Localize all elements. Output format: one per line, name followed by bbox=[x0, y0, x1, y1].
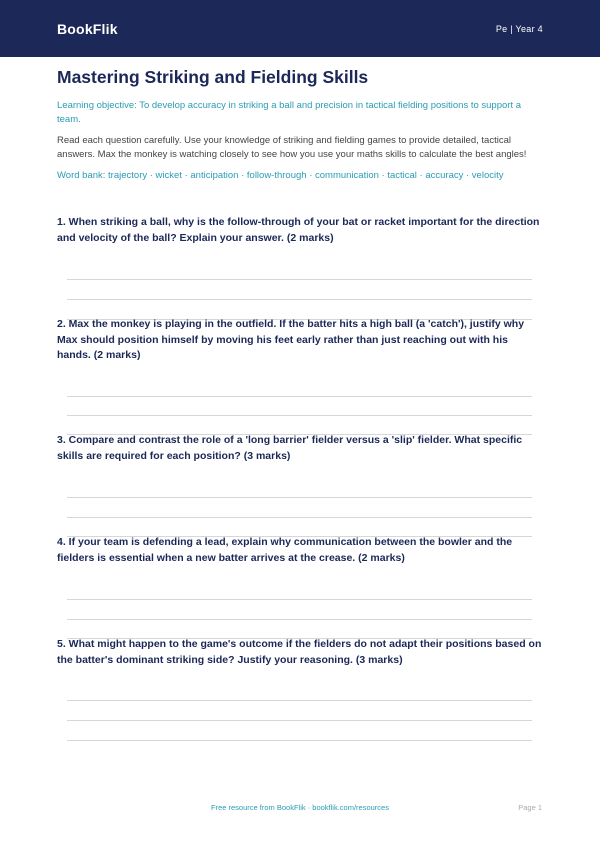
question-3: 3. Compare and contrast the role of a 'long barrier' fielder versus a 'slip' fielder. What specific skills are required for each position? (3 marks) bbox=[57, 434, 523, 462]
instructions-text: Read each question carefully. Use your knowledge of striking and fielding games to provide detailed, tactical answers. Max the monkey is watching closely to see how you use your maths skills to calculate the best angles! bbox=[57, 135, 527, 160]
answer-line[interactable] bbox=[67, 497, 532, 498]
answer-line[interactable] bbox=[67, 700, 532, 701]
answer-line[interactable] bbox=[67, 396, 532, 397]
question-1: 1. When striking a ball, why is the follow-through of your bat or racket important for the direction and velocity of the ball? Explain your answer. (2 marks) bbox=[57, 216, 540, 244]
header-bar bbox=[0, 0, 600, 57]
answer-line[interactable] bbox=[67, 415, 532, 416]
page-title: Mastering Striking and Fielding Skills bbox=[57, 67, 369, 87]
page-number: Page 1 bbox=[518, 803, 542, 812]
learning-objective: Learning objective: To develop accuracy in striking a ball and precision in tactical fielding positions to support a team. bbox=[57, 100, 522, 125]
answer-line[interactable] bbox=[67, 299, 532, 300]
word-bank: Word bank: trajectory · wicket · anticipation · follow-through · communication · tactical · accuracy · velocity bbox=[57, 170, 504, 181]
answer-line[interactable] bbox=[67, 720, 532, 721]
answer-line[interactable] bbox=[67, 599, 532, 600]
subject-year-label: Pe | Year 4 bbox=[495, 23, 543, 34]
answer-line[interactable] bbox=[67, 279, 532, 280]
answer-line[interactable] bbox=[67, 619, 532, 620]
footer-resource-link[interactable]: Free resource from BookFlik · bookflik.com/resources bbox=[211, 803, 389, 812]
question-4: 4. If your team is defending a lead, explain why communication between the bowler and the fielders is essential when a new batter arrives at the crease. (2 marks) bbox=[57, 536, 513, 564]
answer-line[interactable] bbox=[67, 517, 532, 518]
answer-line[interactable] bbox=[67, 740, 532, 741]
worksheet-intro bbox=[57, 66, 542, 183]
brand-logo-text[interactable]: BookFlik bbox=[57, 20, 118, 37]
question-2: 2. Max the monkey is playing in the outfield. If the batter hits a high ball (a 'catch'), justify why Max should position himself by moving his feet early rather than just reaching out with his hands. (2 marks) bbox=[57, 318, 525, 361]
question-5: 5. What might happen to the game's outcome if the fielders do not adapt their positions based on the batter's dominant striking side? Justify your reasoning. (3 marks) bbox=[57, 638, 542, 666]
